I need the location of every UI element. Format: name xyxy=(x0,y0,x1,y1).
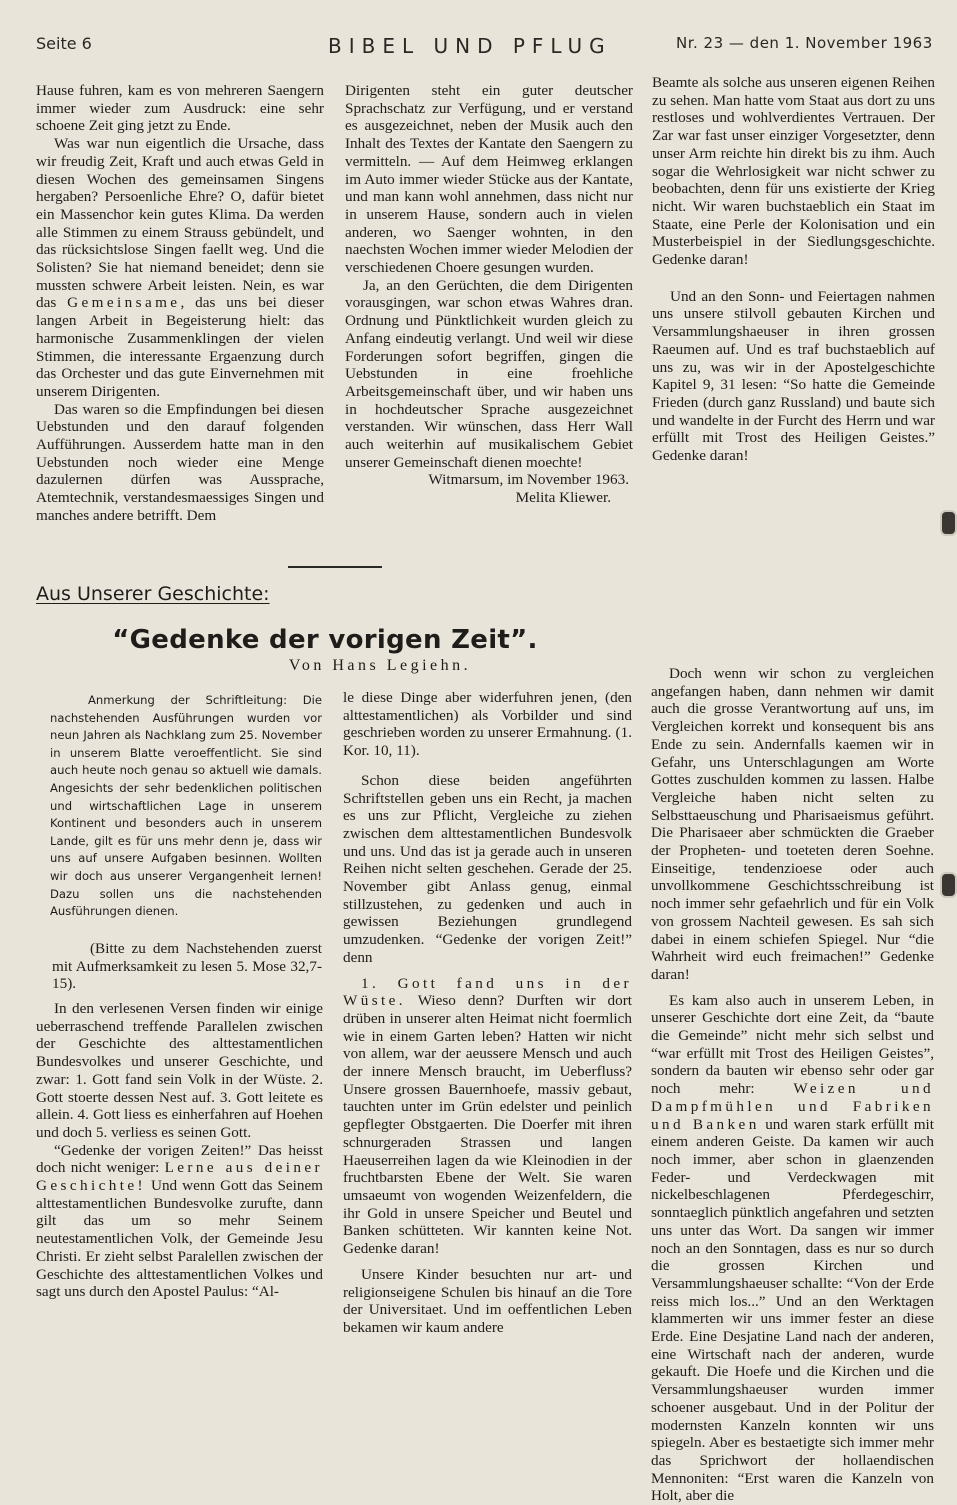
punch-hole xyxy=(940,510,957,536)
paragraph: In den verlesenen Versen finden wir einige ueberraschend treffende Parallelen zwischen der Geschichte des alttestamentlichen Bundesvolkes und unserer Geschichte, und zwar: 1. Gott fand sein Volk in der Wüste. 2. Gott stoerte dessen Nest auf. 3. Gott leitete es allein. 4. Gott liess es einherfahren auf Hoehen und doch 5. verliess es seinen Gott. xyxy=(36,1000,323,1141)
reading-instruction: (Bitte zu dem Nachstehenden zuerst mit Aufmerksamkeit zu lesen 5. Mose 32,7-15). xyxy=(52,940,322,993)
paragraph: Ja, an den Gerüchten, die dem Dirigenten vorausgingen, war schon etwas Wahres dran. Ordnung und Pünktlichkeit wurden gleich zu Anfang eindeutig verlangt. Und weil wir diese Forderungen sofort begriffen, gingen die Uebstunden in eine froehliche Arbeitsgemeinschaft über, und wir haben uns in hochdeutscher Sprache ausgezeichnet verstanden. Wir wünschen, dass Herr Wall auch weiterhin auf musikalischem Gebiet unserer Gemeinschaft dienen moechte! xyxy=(345,276,633,471)
spaced-heading: 1. Gott fand uns in der Wüste. xyxy=(343,974,632,1010)
article2-column2 xyxy=(343,689,632,1337)
spaced-phrase: Lerne aus deiner Geschichte! xyxy=(36,1159,323,1195)
paragraph: le diese Dinge aber widerfuhren jenen, (den alttestamentlichen) als Vorbilder und sind geschrieben worden zu unserer Ermahnung. (1. Kor. 10, 11). xyxy=(343,689,632,760)
spaced-word: Gemeinsame xyxy=(67,294,181,312)
paragraph: “Gedenke der vorigen Zeiten!” Das heisst doch nicht weniger: Lerne aus deiner Geschichte! Und wenn Gott das Seinem alttestamentlichen Bundesvolke zurufte, dann gilt das um so mehr Seinem neutestamentlichen Volk, der Gemeinde Jesu Christi. Er zieht selbst Paralellen zwischen der Geschichte des alttestamentlichen Volkes und sagt uns durch den Apostel Paulus: “Al- xyxy=(36,1141,323,1301)
paragraph: Beamte als solche aus unseren eigenen Reihen zu sehen. Man hatte vom Staat aus dort zu uns restloses und wohlverdientes Vertrauen. Der Zar war fast unser einziger Vorgesetzter, denn unser Arm reichte hin direkt bis zu ihm. Auch sogar die Wehrlosigkeit war nicht schwer zu beobachten, denn für uns existierte der Krieg nicht. Wir waren buchstaeblich ein Staat im Staate, eine Perle der Kolonisation und ein Musterbeispiel in der Siedlungsgeschichte. Gedenke daran! xyxy=(652,74,935,269)
article1-column1 xyxy=(36,82,324,525)
article-headline: “Gedenke der vorigen Zeit”. xyxy=(112,625,538,655)
article2-column3 xyxy=(651,665,934,1505)
article1-column2 xyxy=(345,82,633,507)
section-heading: Aus Unserer Geschichte: xyxy=(36,583,270,605)
paragraph: Hause fuhren, kam es von mehreren Saengern immer wieder zum Ausdruck: eine sehr schoene Zeit ging jetzt zu Ende. xyxy=(36,82,324,135)
paragraph: Was war nun eigentlich die Ursache, dass wir freudig Zeit, Kraft und auch etwas Geld in diesen Wochen des gemeinsamen Singens hergaben? Persoenliche Ehre? O, dafür bietet ein Massenchor kein gutes Klima. Da werden alle Stimmen zu einem Strauss gebündelt, und das rücksichtslose Singen faellt weg. Und die Solisten? Sie hat niemand beneidet; denn sie mussten schwere Arbeit leisten. Nein, es war das Gemeinsame, das uns bei dieser langen Arbeit in Begeisterung hielt: das harmonische Zusammenklingen der vielen Stimmen, die interessante Ergaenzung durch das Orchester und das gute Einvernehmen mit unserem Dirigenten. xyxy=(36,135,324,400)
column3-top xyxy=(652,74,935,465)
article-author: Melita Kliewer. xyxy=(515,489,611,507)
page-number: Seite 6 xyxy=(36,34,92,53)
section-divider xyxy=(288,566,382,568)
issue-date: Nr. 23 — den 1. November 1963 xyxy=(676,34,933,52)
article-byline: Von Hans Legiehn. xyxy=(288,657,472,674)
article-place-date: Witmarsum, im November 1963. xyxy=(428,471,629,489)
paragraph: Unsere Kinder besuchten nur art- und religionseigene Schulen bis hinauf an die Tore der Universitaet. Und im oeffentlichen Leben bekamen wir kaum andere xyxy=(343,1265,632,1336)
paragraph: Das waren so die Empfindungen bei diesen Uebstunden und den darauf folgenden Aufführungen. Ausserdem hatte man in den Uebstunden noch wieder eine Menge dazulernen dürfen was Aussprache, Atemtechnik, verstandesmaessiges Singen und manches andere betrifft. Dem xyxy=(36,400,324,524)
paragraph: Schon diese beiden angeführten Schriftstellen geben uns ein Recht, ja machen es uns zur Pflicht, Vergleiche zu ziehen zwischen dem alttestamentlichen Bundesvolk und uns. Und das ist ja gerade auch in unseren Reihen nicht selten geschehen. Gerade der 25. November gibt Anlass genug, einmal stillzustehen, zu gedenken und auch in gewissen Beziehungen grundlegend umzudenken. “Gedenke der vorigen Zeit!” denn xyxy=(343,771,632,966)
paragraph: Es kam also auch in unserem Leben, in unserer Geschichte dort eine Zeit, da “baute die Gemeinde” nicht mehr sich selbst und “war erfüllt mit Trost des Heiligen Geistes”, sondern da bauten wir ebenso sehr oder gar noch mehr: Weizen und Dampfmühlen und Fabriken und Banken und waren stark erfüllt mit einem anderen Geiste. Da kamen wir auch noch immer, aber schon in glaenzenden Feder- und Verdeckwagen mit nickelbeschlagenen Pferdegeschirr, sonntaeglich pünktlich angefahren und setzten uns unter das Wort. Da sangen wir immer noch an den Sonntagen, dass es nur so durch die grossen Kirchen und Versammlungshaeuser schallte: “Von der Erde reiss mich los...” Und an den Werktagen klammerten wir uns immer fester an diese Erde. Eine Desjatine Land nach der anderen, eine Wirtschaft nach der anderen, wurde gekauft. Die Hoefe und die Kirchen und die Versammlungshaeuser wurden immer schoener ausgebaut. Und in der Politur der modernsten Kanzeln konnten wir uns spiegeln. Aber es bestaetigte sich immer mehr das Sprichwort der hollaendischen Mennoniten: “Erst waren die Kanzeln von Holt, aber die xyxy=(651,991,934,1505)
spaced-phrase: Weizen und Dampfmühlen und Fabriken und Banken xyxy=(651,1080,934,1133)
paragraph: Doch wenn wir schon zu vergleichen angefangen haben, dann nehmen wir damit auch die grosse Verantwortung auf uns, im Vergleichen korrekt und konsequent bis ans Ende zu sein. Andernfalls kaemen wir in Gefahr, uns Unterschlagungen am Worte Gottes zuschulden kommen zu lassen. Halbe Vergleiche haben nicht selten zu Selbsttaeuschung und Pharisaeismus geführt. Die Pharisaeer aber schmückten die Graeber der Propheten- und toeteten deren Soehne. Einseitige, tendenzioese oder auch unvollkommene Geschichtsschreibung ist noch immer sehr gefaehrlich und für ein Volk von grossem Nachteil gewesen. Es sah sich dabei in einem schiefen Spiegel. Nur “die Wahrheit wird euch freimachen!” Gedenke daran! xyxy=(651,665,934,983)
paragraph: Dirigenten steht ein guter deutscher Sprachschatz zur Verfügung, und er verstand es ausgezeichnet, neben der Musik auch den Inhalt des Textes der Kantate den Saengern zu vermitteln. — Auf dem Heimweg erklangen im Auto immer wieder Stücke aus der Kantate, und man kann wohl annehmen, dass nicht nur in unserem Hause, sondern auch in vielen anderen, wo Saenger wohnten, in den naechsten Wochen immer wieder Melodien der verschiedenen Choere gesungen wurden. xyxy=(345,82,633,277)
masthead-title: BIBEL UND PFLUG xyxy=(328,34,612,58)
punch-hole xyxy=(940,872,957,898)
paragraph: Und an den Sonn- und Feiertagen nahmen uns unsere stilvoll gebauten Kirchen und Versammlungshaeuser in ihren grossen Raeumen auf. Und es traf buchstaeblich auf uns zu, was wir in der Apostelgeschichte Kapitel 9, 31 lesen: “So hatte die Gemeinde Frieden (durch ganz Russland) und baute sich und wandelte in der Furcht des Herrn und war erfüllt mit Trost des Heiligen Geistes.” Gedenke daran! xyxy=(652,287,935,465)
paragraph: 1. Gott fand uns in der Wüste. Wieso denn? Durften wir dort drüben in unserer alten Heimat nicht foermlich wie in einem Garten leben? Hatten wir nicht von allem, war der aeussere Mensch und auch der innere Mensch braucht, im Ueberfluss? Unsere grossen Bauernhoefe, massiv gebaut, tauchten unter im Grün edelster und peinlich gepflegter Obstgaerten. Die Doerfer mit ihren schnurgeraden Strassen und langen Haeuserreihen lagen da wie Kleinodien in der fruchtbarsten Ebene der Welt. Sie waren umsaeumt von wogenden Weizenfeldern, die ihr Gold in unsere Speicher und Beutel und Banken schütteten. Wir kannten keine Not. Gedenke daran! xyxy=(343,974,632,1258)
article2-column1 xyxy=(36,1000,323,1301)
editor-note: Anmerkung der Schriftleitung: Die nachstehenden Ausführungen wurden vor neun Jahren als Nachklang zum 25. November in unserem Blatte veroeffentlicht. Sie sind auch heute noch genau so aktuell wie damals. Angesichts der sehr bedenklichen politischen und wirtschaftlichen Lage in unserem Kontinent und besonders auch in unserem Lande, gilt es für uns mehr denn je, dass wir uns auf unsere Aufgaben besinnen. Wollten wir doch aus unserer Vergangenheit lernen! Dazu sollen uns die nachstehenden Ausführungen dienen. xyxy=(50,693,322,919)
